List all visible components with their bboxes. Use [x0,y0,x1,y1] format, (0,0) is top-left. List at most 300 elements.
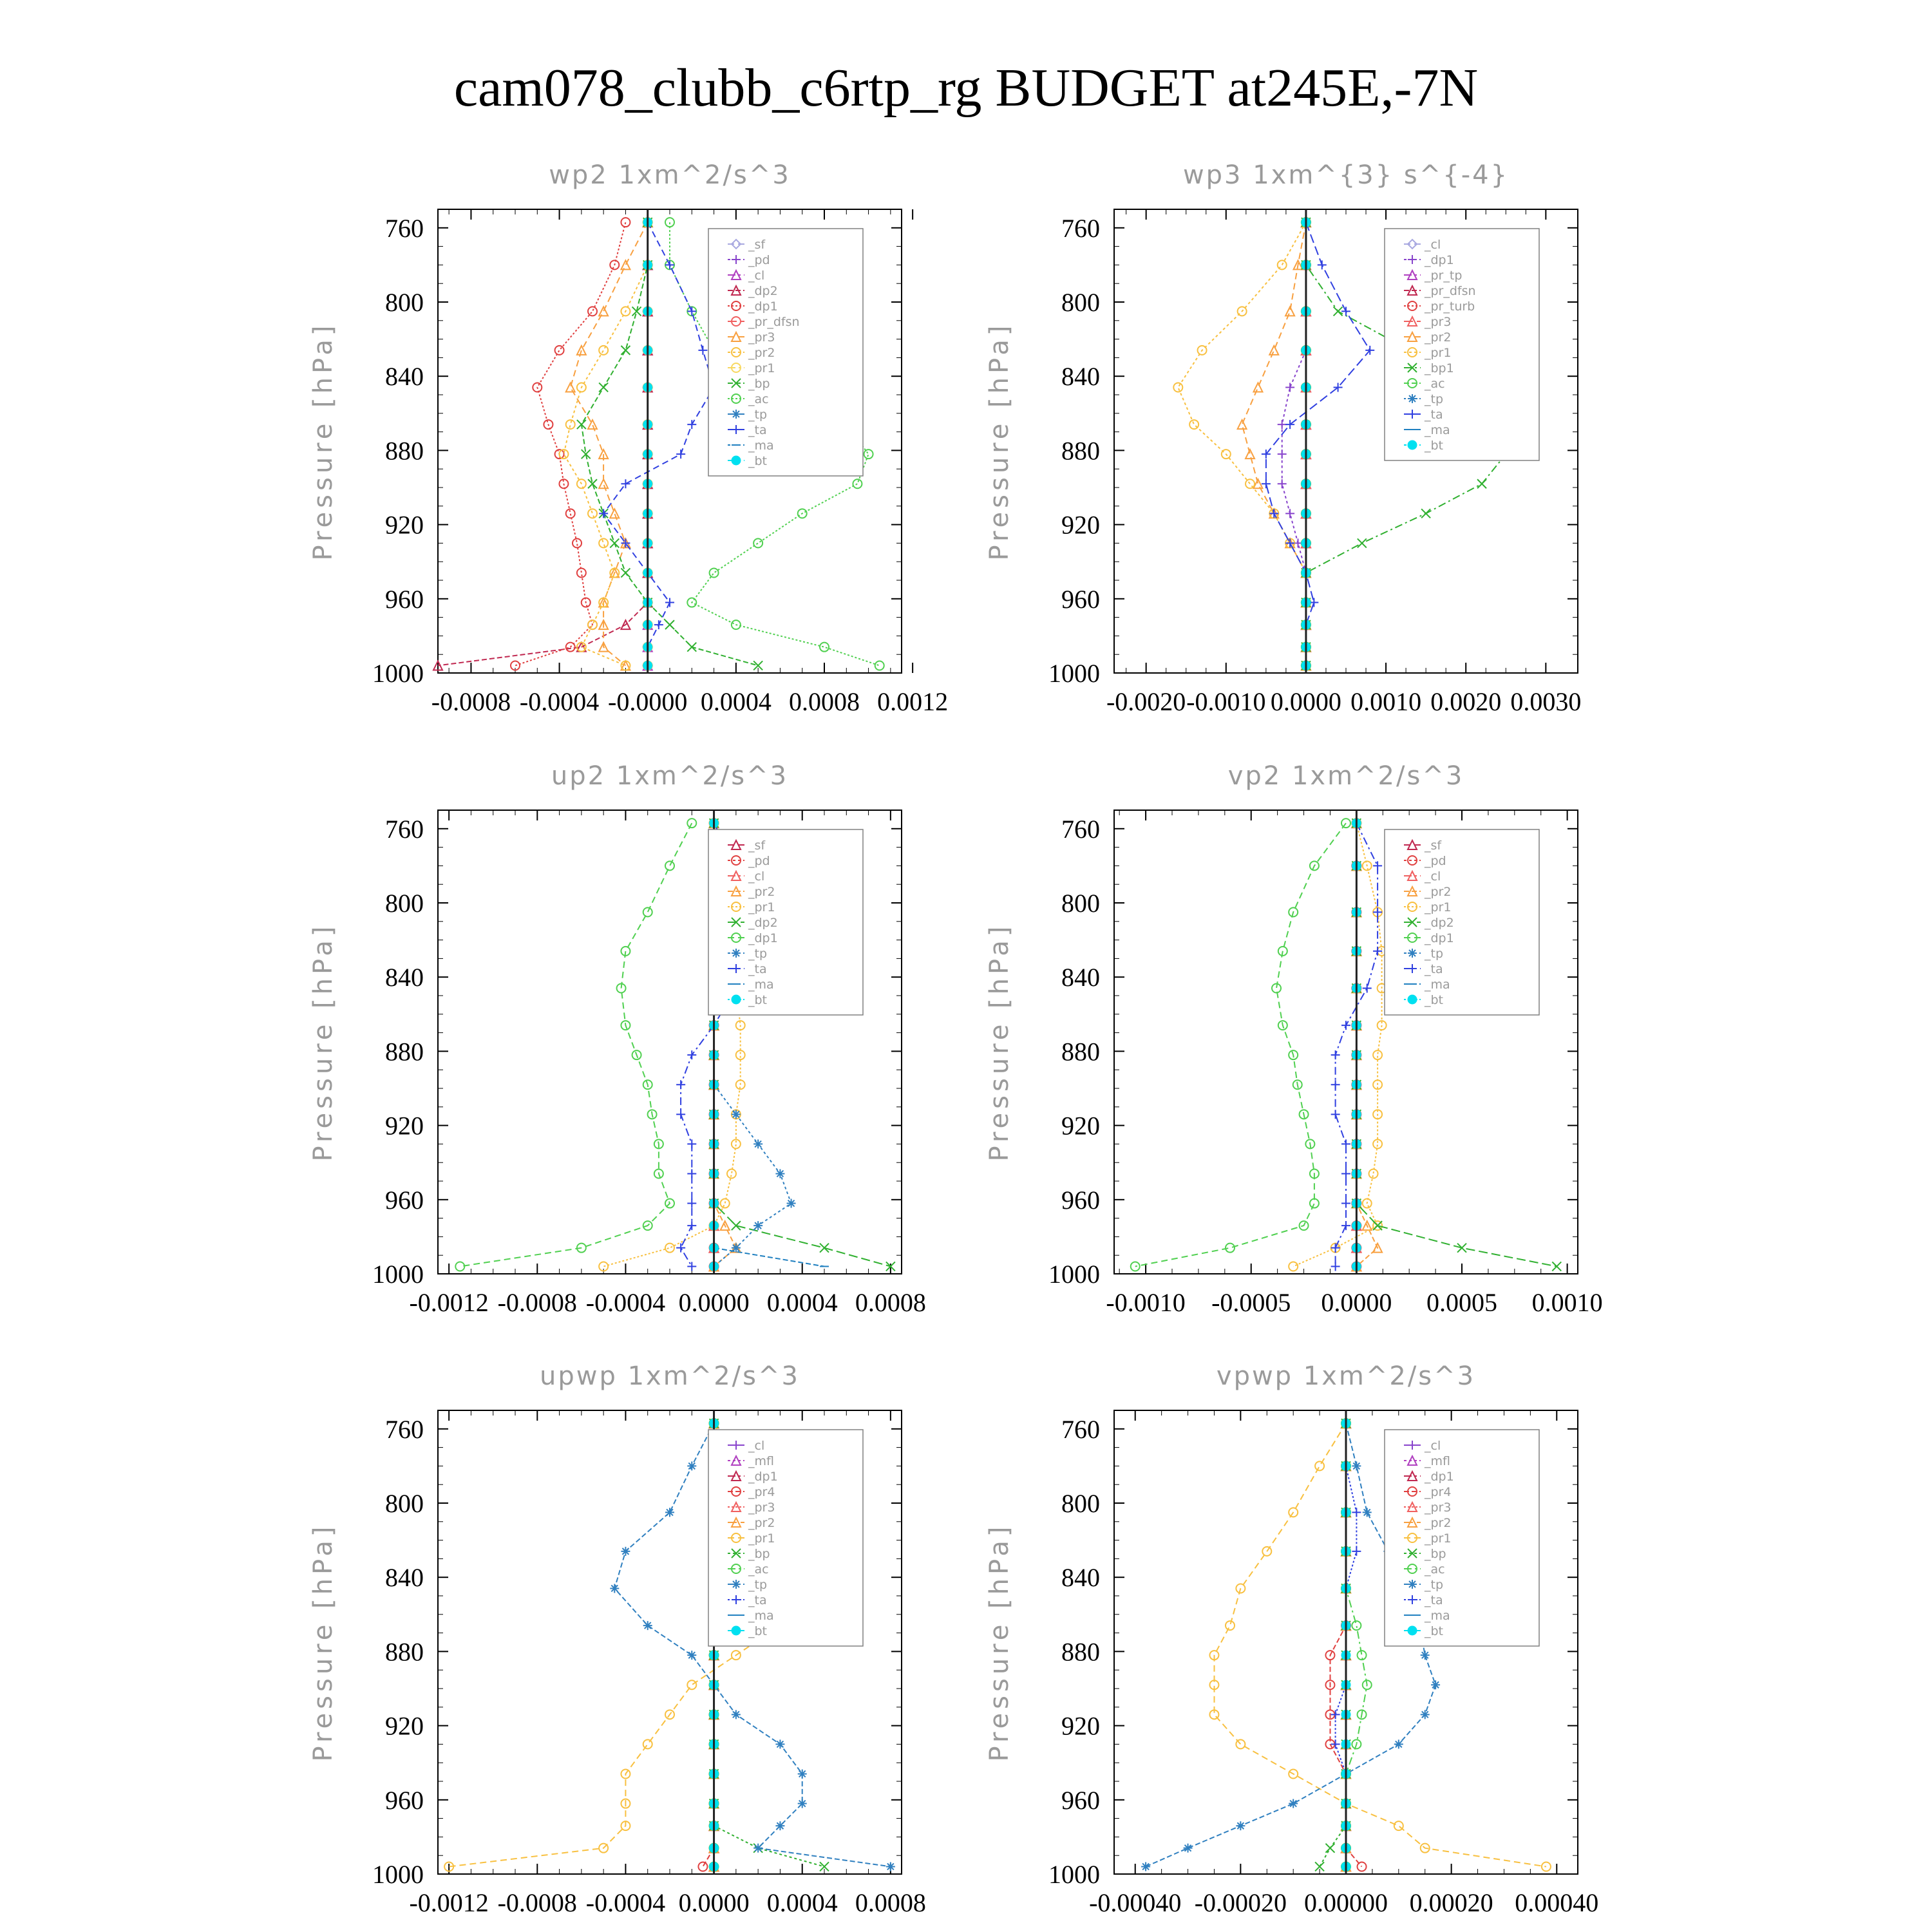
data-point [1477,479,1486,488]
data-point [1369,1169,1378,1178]
x-tick-label: -0.0004 [519,687,600,716]
legend-label: _ta [748,1593,767,1607]
legend-label: _pr1 [1425,900,1452,914]
data-point [687,1651,696,1660]
x-tick-label: 0.0008 [789,687,860,716]
x-tick-label: 0.0000 [678,1888,750,1917]
data-point [1245,450,1255,459]
x-tick-label: -0.00040 [1089,1888,1182,1917]
data-point [1278,479,1287,488]
y-tick-label: 920 [1061,1111,1100,1141]
y-tick-label: 800 [385,1489,424,1518]
data-point [573,538,582,547]
legend-label: _cl [748,269,765,283]
legend-marker [1408,1626,1417,1635]
x-tick-label: 0.0008 [855,1288,926,1317]
y-tick-label: 960 [385,1785,424,1815]
data-point [1285,307,1294,316]
data-point [687,1262,696,1271]
legend-label: _pr_turb [1425,299,1475,314]
chart-panel-3 [308,761,926,1317]
legend-label: _dp2 [748,284,778,298]
panel-title: vpwp 1xm^2/s^3 [1216,1361,1476,1391]
legend-label: _cl [748,1439,765,1453]
legend-label: _ma [748,978,774,992]
data-point [732,1110,741,1119]
data-point [1373,1139,1382,1148]
data-point [875,661,884,670]
data-point [643,907,652,916]
data-point [1184,1844,1193,1853]
data-point [643,1621,652,1630]
y-tick-label: 1000 [1048,1260,1100,1289]
legend-label: _ta [748,962,767,976]
data-point [698,1862,707,1871]
x-tick-label: 0.0020 [1430,687,1502,716]
legend-label: _dp2 [1425,916,1454,930]
data-point [1236,1821,1245,1830]
x-tick-label: -0.0008 [497,1288,577,1317]
data-point [632,307,641,316]
data-point [1341,1169,1350,1178]
data-point [1173,383,1182,392]
data-point [566,420,575,429]
data-point [588,307,597,316]
series-line-pr1 [1293,823,1381,1266]
data-point [1289,1799,1298,1808]
data-point [1341,819,1350,828]
legend-label: _cl [1425,238,1441,252]
data-point [1358,538,1367,547]
legend-label: _sf [1425,838,1442,853]
legend-label: _pr_dfsn [1425,284,1476,298]
y-tick-label: 880 [385,436,424,466]
legend-label: _pr2 [748,346,775,360]
x-tick-label: -0.0004 [585,1888,666,1917]
data-point [732,1221,741,1230]
x-tick-label: 0.0005 [1426,1288,1497,1317]
series-line-dp1 [515,222,625,665]
data-point [864,450,873,459]
series-line-pr1 [1178,222,1306,665]
y-tick-label: 800 [385,889,424,918]
legend-label: _pr2 [748,885,775,899]
data-point [599,383,608,392]
data-point [621,568,630,577]
chart-panel-5 [308,1361,926,1917]
data-point [610,509,619,518]
y-tick-label: 880 [1061,1037,1100,1066]
legend-label: _pr2 [1425,885,1452,899]
legend-label: _cl [1425,869,1441,884]
legend-label: _bp1 [1425,361,1454,375]
data-point [1253,383,1262,392]
data-point [687,1139,696,1148]
data-point [599,307,608,316]
data-point [1341,307,1350,316]
data-point [1238,420,1247,429]
legend [1385,1430,1539,1646]
data-point [775,1739,784,1748]
data-point [1352,1461,1361,1470]
data-point [588,479,597,488]
figure-title: cam078_clubb_c6rtp_rg BUDGET at245E,-7N [453,58,1479,118]
legend-marker [732,995,741,1004]
legend-label: _pr3 [1425,1501,1452,1515]
x-tick-label: 0.0010 [1350,687,1422,716]
legend-label: _pr3 [748,330,775,345]
x-tick-label: -0.0010 [1186,687,1266,716]
data-point [1309,598,1318,607]
y-tick-label: 1000 [372,1860,424,1889]
data-point [687,1169,696,1178]
x-tick-label: 0.00040 [1515,1888,1599,1917]
y-tick-label: 800 [385,288,424,317]
y-tick-label: 840 [1061,963,1100,992]
y-tick-label: 960 [1061,1785,1100,1815]
data-point [687,819,696,828]
data-point [1542,1862,1551,1871]
data-point [1331,1710,1340,1719]
data-point [1331,1110,1340,1119]
y-tick-label: 880 [385,1637,424,1667]
series-line-dp1 [460,823,692,1266]
legend-label: _pr2 [748,1516,775,1530]
legend-marker [732,410,741,419]
legend-label: _ac [748,1562,769,1577]
data-point [1552,1262,1561,1271]
data-point [886,1862,895,1871]
data-point [621,218,630,227]
x-tick-label: 0.0010 [1531,1288,1603,1317]
y-tick-label: 880 [1061,436,1100,466]
y-tick-label: 1000 [372,659,424,688]
legend-marker [732,949,741,958]
y-axis-label: Pressure [hPa] [308,321,338,561]
legend [1385,229,1539,460]
legend-marker [1408,394,1417,403]
legend-label: _ma [1425,1609,1450,1623]
chart-panel-4 [985,761,1603,1317]
legend-label: _pr1 [748,900,775,914]
legend-label: _sf [748,838,766,853]
data-point [621,1547,630,1556]
data-point [610,1584,619,1593]
data-point [710,568,719,577]
x-tick-label: -0.00020 [1194,1888,1287,1917]
y-axis-label: Pressure [hPa] [985,922,1014,1162]
y-tick-label: 920 [385,1111,424,1141]
data-point [621,260,630,269]
data-point [1341,1221,1350,1230]
legend-label: _ma [748,439,774,453]
data-point [775,1821,784,1830]
y-axis-label: Pressure [hPa] [985,321,1014,561]
series-line-ta [1266,222,1370,665]
legend-label: _pr1 [748,1531,775,1546]
data-point [1431,1680,1440,1689]
data-point [753,1139,762,1148]
y-tick-label: 760 [1061,814,1100,844]
data-point [1236,1739,1245,1748]
data-point [1262,479,1271,488]
y-tick-label: 920 [385,510,424,540]
y-tick-label: 840 [385,1563,424,1593]
legend-label: _bt [748,454,768,468]
x-tick-label: 0.00000 [1304,1888,1388,1917]
panel-title: wp3 1xm^{3} s^{-4} [1182,160,1510,190]
series-line-dp2 [438,222,648,665]
x-tick-label: 0.0000 [1270,687,1341,716]
panel-title: up2 1xm^2/s^3 [551,761,789,791]
legend-label: _pr4 [748,1485,775,1499]
x-tick-label: -0.0010 [1106,1288,1186,1317]
y-tick-label: 960 [385,1185,424,1215]
data-point [1331,1080,1340,1089]
y-tick-label: 960 [1061,584,1100,614]
data-point [1315,1461,1324,1470]
legend-label: _pd [748,253,770,267]
legend-label: _cl [1425,1439,1441,1453]
legend-label: _dp1 [748,1470,778,1484]
legend-label: _bp [1425,1547,1446,1561]
data-point [599,538,608,547]
data-point [665,861,674,870]
data-point [555,346,564,355]
legend [708,1430,863,1646]
legend-marker [1408,440,1417,450]
data-point [687,1680,696,1689]
data-point [1331,1050,1340,1059]
data-point [753,1844,762,1853]
legend-label: _bt [1425,993,1444,1007]
series-line-dp1 [1135,823,1346,1266]
data-point [1226,1621,1235,1630]
data-point [566,383,575,392]
y-tick-label: 1000 [372,1260,424,1289]
legend-label: _tp [748,1578,768,1592]
legend-label: _dp1 [1425,253,1454,267]
legend-label: _dp1 [748,299,778,314]
data-point [1310,1199,1319,1208]
data-point [665,218,674,227]
legend-label: _mfl [748,1454,774,1468]
legend-marker [732,1580,741,1589]
x-tick-label: -0.0008 [497,1888,577,1917]
data-point [787,1199,796,1208]
legend-label: _ma [748,1609,774,1623]
legend-label: _ma [1425,423,1450,437]
data-point [1373,861,1382,870]
panel-title: wp2 1xm^2/s^3 [549,160,791,190]
legend-label: _dp1 [1425,931,1454,945]
data-point [1318,260,1327,269]
series-line-ta [603,222,714,665]
y-tick-label: 1000 [1048,1860,1100,1889]
y-tick-label: 840 [385,362,424,392]
data-point [820,1244,829,1253]
data-point [621,346,630,355]
y-tick-label: 800 [1061,889,1100,918]
data-point [1421,1651,1430,1660]
data-point [643,1739,652,1748]
legend-label: _bp [748,377,770,391]
data-point [753,538,762,547]
y-tick-label: 960 [385,584,424,614]
x-tick-label: -0.0012 [409,1288,489,1317]
data-point [687,1050,696,1059]
data-point [1352,1621,1361,1630]
y-tick-label: 920 [385,1711,424,1741]
y-tick-label: 920 [1061,510,1100,540]
legend-label: _pr_tp [1425,269,1463,283]
y-axis-label: Pressure [hPa] [985,1522,1014,1762]
legend-label: _pr2 [1425,330,1452,345]
data-point [1352,1508,1361,1517]
data-point [1269,346,1278,355]
data-point [1421,509,1430,518]
y-tick-label: 840 [1061,1563,1100,1593]
data-point [687,420,696,429]
data-point [687,643,696,652]
data-point [1325,1844,1334,1853]
y-tick-label: 760 [1061,213,1100,243]
data-point [1363,983,1372,992]
data-point [1141,1862,1150,1871]
data-point [698,346,707,355]
data-point [1331,1262,1340,1271]
data-point [727,1169,736,1178]
legend-label: _tp [1425,392,1444,406]
y-tick-label: 920 [1061,1711,1100,1741]
data-point [798,1799,807,1808]
legend-marker [1408,949,1417,958]
legend-label: _pd [748,854,770,868]
legend-marker [1408,1580,1417,1589]
data-point [1373,1221,1382,1230]
legend-label: _tp [1425,1578,1444,1592]
legend-label: _pr1 [1425,1531,1452,1546]
legend-label: _pr_dfsn [748,315,800,329]
legend-label: _pr2 [1425,1516,1452,1530]
x-tick-label: 0.00020 [1409,1888,1493,1917]
data-point [1341,1139,1350,1148]
chart-panel-1 [308,160,948,716]
data-point [599,346,608,355]
legend-label: _pr4 [1425,1485,1452,1499]
data-point [676,1110,685,1119]
data-point [736,1050,745,1059]
legend-label: _pr3 [748,1501,775,1515]
legend-label: _pr1 [1425,346,1452,360]
data-point [1352,1547,1361,1556]
data-point [1334,307,1343,316]
data-point [798,1769,807,1778]
legend-label: _ac [1425,377,1445,391]
data-point [1341,1199,1350,1208]
data-point [1373,1050,1382,1059]
data-point [665,1508,674,1517]
x-tick-label: -0.0012 [409,1888,489,1917]
x-tick-label: 0.0004 [700,687,772,716]
legend-marker [732,456,741,465]
legend-label: _bp [748,1547,770,1561]
data-point [1189,420,1198,429]
legend-label: _ac [1425,1562,1445,1577]
legend-label: _ta [1425,962,1443,976]
data-point [1421,1710,1430,1719]
legend [708,829,863,1015]
data-point [588,420,597,429]
y-tick-label: 800 [1061,1489,1100,1518]
data-point [599,479,608,488]
data-point [676,450,685,459]
data-point [721,1199,730,1208]
panel-title: vp2 1xm^2/s^3 [1227,761,1464,791]
data-point [1373,947,1382,956]
legend-label: _bt [748,1624,768,1638]
y-tick-label: 760 [1061,1414,1100,1444]
x-tick-label: 0.0004 [766,1888,838,1917]
y-tick-label: 760 [385,814,424,844]
legend-label: _bt [1425,1624,1444,1638]
legend [1385,829,1539,1015]
data-point [1285,383,1294,392]
data-point [1278,420,1287,429]
legend-label: _sf [748,238,766,252]
legend-label: _pr3 [1425,315,1452,329]
data-point [732,1710,741,1719]
x-tick-label: -0.0005 [1211,1288,1291,1317]
data-point [1341,1021,1350,1030]
data-point [610,538,619,547]
data-point [654,620,663,629]
data-point [665,620,674,629]
y-tick-label: 800 [1061,288,1100,317]
legend-label: _bt [1425,439,1444,453]
data-point [1289,1262,1298,1271]
data-point [1457,1244,1466,1253]
y-tick-label: 760 [385,213,424,243]
data-point [588,509,597,518]
y-axis-label: Pressure [hPa] [308,922,338,1162]
data-point [1394,1821,1403,1830]
legend-label: _ta [748,423,767,437]
data-point [1394,1739,1403,1748]
legend-marker [1408,995,1417,1004]
data-point [665,1244,674,1253]
x-tick-label: -0.0020 [1106,687,1186,716]
x-tick-label: 0.0004 [766,1288,838,1317]
data-point [687,1199,696,1208]
legend-label: _tp [1425,947,1444,961]
data-point [577,346,586,355]
legend-label: _dp1 [1425,1470,1454,1484]
data-point [1278,450,1287,459]
legend-label: _dp2 [748,916,778,930]
x-tick-label: -0.0004 [585,1288,666,1317]
legend-box [1385,229,1539,460]
legend-label: _ta [1425,1593,1443,1607]
legend-label: _ac [748,392,769,406]
y-tick-label: 960 [1061,1185,1100,1215]
data-point [853,479,862,488]
data-point [687,1221,696,1230]
legend-label: _pd [1425,854,1446,868]
x-tick-label: -0.0008 [431,687,511,716]
x-tick-label: 0.0030 [1510,687,1582,716]
data-point [687,1461,696,1470]
